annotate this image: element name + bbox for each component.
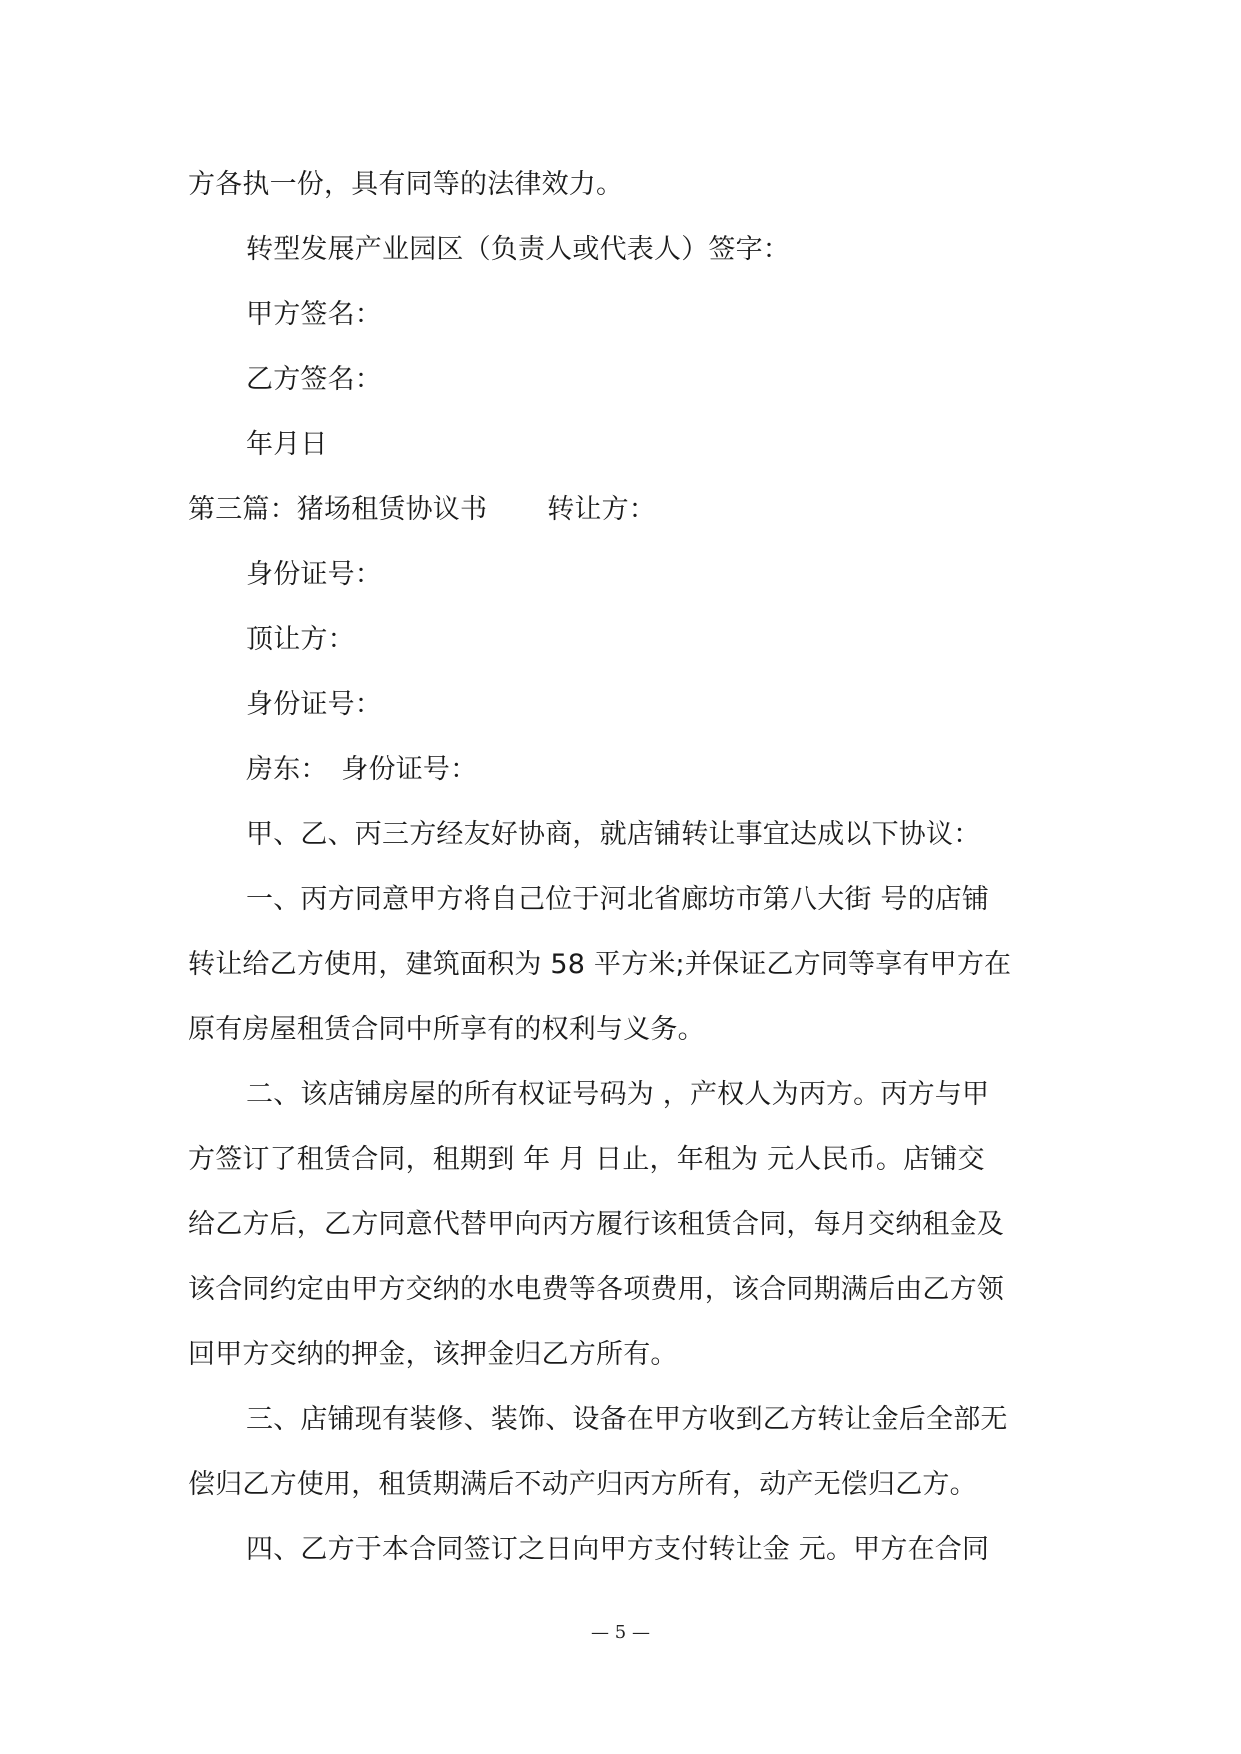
- clause-line: 方签订了租赁合同，租期到 年 月 日止，年租为 元人民币。店铺交: [188, 1144, 985, 1175]
- clause-line: 二、该店铺房屋的所有权证号码为 ，产权人为丙方。丙方与甲: [246, 1079, 990, 1110]
- clause-line: 一、丙方同意甲方将自己位于河北省廊坊市第八大街 号的店铺: [246, 884, 990, 915]
- party-line: 顶让方：: [246, 624, 355, 655]
- clause-line: 偿归乙方使用，租赁期满后不动产归丙方所有，动产无偿归乙方。: [188, 1469, 977, 1500]
- clause-line: 转让给乙方使用，建筑面积为 58 平方米;并保证乙方同等享有甲方在: [188, 949, 1012, 980]
- document-body: [188, 152, 1058, 1582]
- section-heading-tail: 转让方：: [547, 494, 657, 525]
- clause-line: 给乙方后，乙方同意代替甲向丙方履行该租赁合同，每月交纳租金及: [188, 1209, 1004, 1240]
- text-line: 方各执一份，具有同等的法律效力。: [188, 169, 624, 200]
- text-line: 乙方签名：: [246, 364, 382, 395]
- section-heading-line: [188, 477, 1058, 542]
- party-line: 房东： 身份证号：: [246, 754, 478, 785]
- clause-line: 三、店铺现有装修、装饰、设备在甲方收到乙方转让金后全部无: [246, 1404, 1008, 1435]
- text-line: 年月日: [246, 429, 328, 460]
- party-line: 身份证号：: [246, 689, 382, 720]
- clause-line: 四、乙方于本合同签订之日向甲方支付转让金 元。甲方在合同: [246, 1534, 990, 1565]
- clause-line: 原有房屋租赁合同中所享有的权利与义务。: [188, 1014, 705, 1045]
- page-number: — 5 —: [591, 1622, 650, 1643]
- text-line: 转型发展产业园区（负责人或代表人）签字：: [246, 234, 790, 265]
- intro-line: 甲、乙、丙三方经友好协商，就店铺转让事宜达成以下协议：: [246, 819, 981, 850]
- text-line: 甲方签名：: [246, 299, 382, 330]
- party-line: 身份证号：: [246, 559, 382, 590]
- clause-line: 回甲方交纳的押金，该押金归乙方所有。: [188, 1339, 678, 1370]
- clause-line: 该合同约定由甲方交纳的水电费等各项费用，该合同期满后由乙方领: [188, 1274, 1004, 1305]
- section-heading: 第三篇：猪场租赁协议书: [188, 494, 488, 525]
